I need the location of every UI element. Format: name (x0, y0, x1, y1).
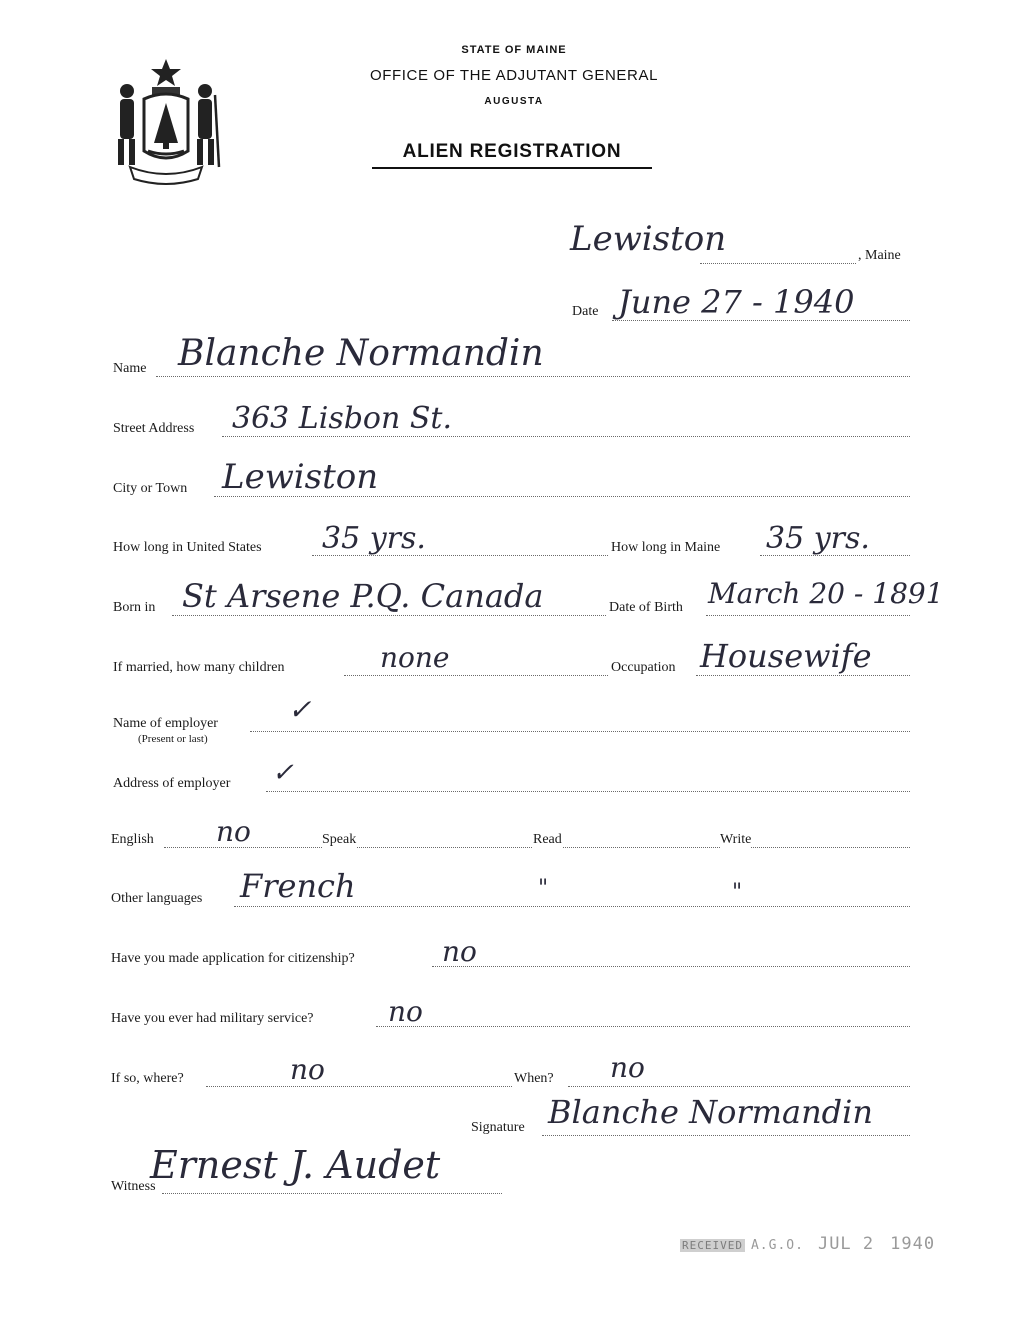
occupation-dots (696, 675, 910, 676)
where-dots (206, 1086, 512, 1087)
when-dots (568, 1086, 910, 1087)
dob-label: Date of Birth (609, 600, 683, 615)
children-value: none (380, 641, 450, 674)
other-languages-value: French (240, 867, 356, 905)
employer-address-label: Address of employer (113, 776, 231, 791)
name-label: Name (113, 361, 147, 376)
other-languages-read-value: " (538, 876, 549, 901)
military-label: Have you ever had military service? (111, 1011, 314, 1026)
street-value: 363 Lisbon St. (232, 401, 452, 436)
employer-address-value: ✓ (272, 758, 294, 788)
date-value: June 27 - 1940 (618, 283, 855, 321)
when-label: When? (514, 1071, 554, 1086)
english-write-label: Write (720, 832, 752, 847)
signature-value: Blanche Normandin (548, 1093, 873, 1131)
english-value: no (216, 815, 251, 848)
street-label: Street Address (113, 421, 195, 436)
citizenship-value: no (442, 935, 477, 968)
occupation-label: Occupation (611, 660, 676, 675)
signature-label: Signature (471, 1120, 525, 1135)
location-dots (700, 263, 856, 264)
maine-years-label: How long in Maine (611, 540, 721, 555)
name-value: Blanche Normandin (178, 333, 544, 374)
us-years-label: How long in United States (113, 540, 262, 555)
citizenship-dots (432, 966, 910, 967)
office-heading: OFFICE OF THE ADJUTANT GENERAL (369, 67, 659, 84)
employer-sublabel: (Present or last) (138, 733, 208, 745)
received-stamp (680, 1234, 935, 1254)
dob-dots (706, 615, 910, 616)
when-value: no (610, 1051, 645, 1084)
where-label: If so, where? (111, 1071, 184, 1086)
name-dots (156, 376, 910, 377)
employer-value: ✓ (288, 693, 312, 726)
city-heading: AUGUSTA (484, 96, 544, 107)
employer-dots (250, 731, 910, 732)
witness-value: Ernest J. Audet (150, 1143, 441, 1187)
signature-dots (542, 1135, 910, 1136)
date-label: Date (572, 304, 599, 319)
street-dots (222, 436, 910, 437)
employer-address-dots (266, 791, 910, 792)
form-title: ALIEN REGISTRATION (372, 141, 652, 169)
witness-dots (162, 1193, 502, 1194)
city-value: Lewiston (222, 457, 379, 497)
born-label: Born in (113, 600, 156, 615)
children-label: If married, how many children (113, 660, 285, 675)
employer-label: Name of employer (113, 716, 218, 731)
city-label: City or Town (113, 481, 188, 496)
children-dots (344, 675, 608, 676)
english-read-label: Read (533, 832, 562, 847)
location-value: Lewiston (570, 219, 727, 259)
occupation-value: Housewife (700, 637, 872, 675)
other-languages-label: Other languages (111, 891, 203, 906)
dob-value: March 20 - 1891 (708, 577, 944, 610)
stamp-year: 1940 (890, 1234, 936, 1254)
military-dots (376, 1026, 910, 1027)
military-value: no (388, 995, 423, 1028)
born-dots (172, 615, 606, 616)
other-languages-write-value: " (732, 880, 743, 905)
english-label: English (111, 832, 154, 847)
born-value: St Arsene P.Q. Canada (182, 577, 544, 615)
stamp-received: RECEIVED (682, 1239, 743, 1252)
english-speak-label: Speak (322, 832, 357, 847)
maine-years-value: 35 yrs. (766, 521, 870, 556)
state-heading: STATE OF MAINE (461, 44, 567, 56)
stamp-date: JUL 2 (817, 1234, 875, 1254)
where-value: no (290, 1053, 325, 1086)
us-years-value: 35 yrs. (322, 521, 426, 556)
other-languages-dots (234, 906, 910, 907)
location-suffix: , Maine (858, 248, 901, 263)
stamp-office: A.G.O. (750, 1238, 804, 1253)
witness-label: Witness (111, 1179, 156, 1194)
citizenship-label: Have you made application for citizenship? (111, 951, 355, 966)
